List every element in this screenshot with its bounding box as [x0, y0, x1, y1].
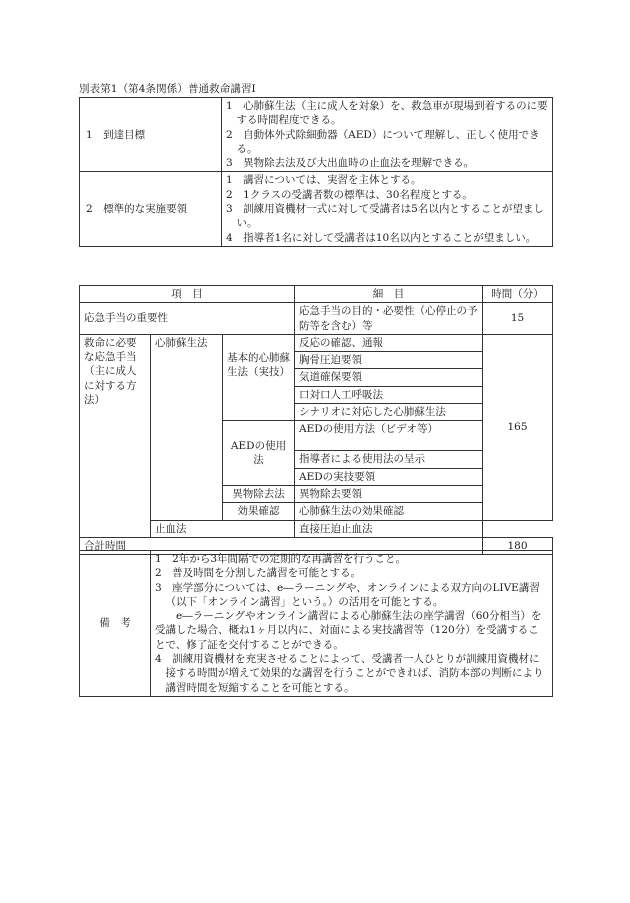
basic-detail: 反応の確認、通報 [295, 334, 483, 351]
cpr-label: 心肺蘇生法 [151, 334, 223, 520]
importance-row [80, 303, 553, 335]
total-label: 合計時間 [80, 537, 483, 554]
remark-item: 2 普及時間を分割した講習を可能とする。 [155, 567, 362, 580]
basic-cpr-label: 基本的心肺蘇生法（実技） [223, 334, 295, 420]
header-row [80, 286, 553, 303]
effect-check-label: 効果確認 [223, 503, 295, 520]
remarks-label: 備 考 [80, 551, 151, 697]
goal-item: 3 異物除去法及び大出血時の止血法を理解できる。 [226, 157, 475, 170]
document-title: 別表第1（第4条関係）普通救命講習Ⅰ [79, 83, 256, 95]
remarks-row [80, 551, 553, 697]
header-detail: 細 目 [295, 286, 483, 303]
implementation-row [80, 172, 553, 246]
effect-check-detail: 心肺蘇生法の効果確認 [295, 503, 483, 520]
overview-table [79, 97, 553, 247]
main-time: 165 [483, 334, 553, 520]
schedule-row [80, 520, 553, 537]
schedule-row [80, 334, 553, 351]
implementation-item: 2 1クラスの受講者数の標準は、30名程度とする。 [226, 188, 473, 201]
aed-label: AEDの使用法 [223, 421, 295, 486]
header-item: 項 目 [80, 286, 295, 303]
foreign-body-label: 異物除去法 [223, 485, 295, 502]
remark-item: 4 訓練用資機材を充実させることによって、受講者一人ひとりが訓練用資機材に接する時間が増えて効果的な講習を行うことができれば、消防本部の判断により講習時間を短縮することを可能とする。 [155, 653, 544, 694]
importance-label: 応急手当の重要性 [80, 303, 295, 335]
remark-item: 3 座学部分については、e―ラーニングや、オンラインによる双方向のLIVE講習（以下「オンライン講習」という。）の活用を可能とする。 [155, 581, 540, 608]
remark-subitem: e―ラーニングやオンライン講習による心肺蘇生法の座学講習（60分相当）を受講した場合、概ね1ヶ月以内に、対面による実技講習等（120分）を受講することで、修了証を交付することができる。 [155, 610, 542, 651]
remarks-table [79, 550, 553, 697]
aed-detail: 指導者による使用法の呈示 [295, 451, 483, 468]
implementation-items [222, 172, 553, 246]
importance-time: 15 [483, 303, 553, 335]
goal-item: 1 心肺蘇生法（主に成人を対象）を、救急車が現場到着するのに要する時間程度できる。 [226, 100, 548, 127]
foreign-body-detail: 異物除去要領 [295, 485, 483, 502]
basic-detail: シナリオに対応した心肺蘇生法 [295, 404, 483, 421]
basic-detail: 口対口人工呼吸法 [295, 386, 483, 403]
remark-item: 1 2年から3年間隔での定期的な再講習を行うこと。 [155, 553, 407, 565]
bleeding-control-label: 止血法 [151, 520, 295, 537]
remarks-items [151, 551, 553, 697]
implementation-item: 3 訓練用資機材一式に対して受講者は5名以内とすることが望ましい。 [226, 203, 544, 230]
aed-detail: AEDの実技要領 [295, 468, 483, 485]
total-time: 180 [483, 537, 553, 554]
bleeding-control-detail: 直接圧迫止血法 [295, 520, 483, 537]
goal-item: 2 自動体外式除細動器（AED）について理解し、正しく使用できる。 [226, 128, 540, 155]
importance-detail: 応急手当の目的・必要性（心停止の予防等を含む）等 [295, 303, 483, 335]
basic-detail: 胸骨圧迫要領 [295, 352, 483, 369]
basic-detail: 気道確保要領 [295, 369, 483, 386]
header-time: 時間（分） [483, 286, 553, 303]
implementation-item: 1 講習については、実習を主体とする。 [226, 174, 422, 187]
schedule-table [79, 285, 553, 555]
implementation-label: 2 標準的な実施要領 [80, 172, 222, 246]
implementation-item: 4 指導者1名に対して受講者は10名以内とすることが望ましい。 [226, 231, 537, 244]
category-label: 救命に必要な応急手当（主に成人に対する方法） [80, 334, 151, 537]
goal-items [222, 98, 553, 172]
aed-detail: AEDの使用方法（ビデオ等） [295, 421, 483, 451]
goal-label: 1 到達目標 [80, 98, 222, 172]
goal-row [80, 98, 553, 172]
